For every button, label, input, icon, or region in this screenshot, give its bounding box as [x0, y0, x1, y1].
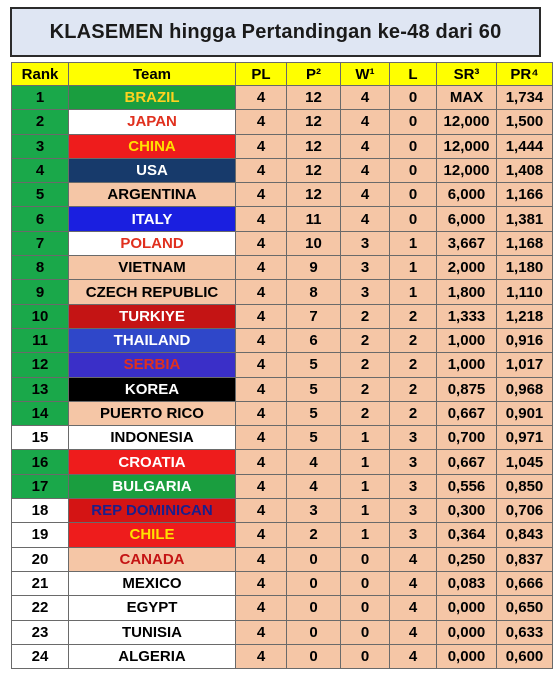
- point-ratio-cell: 1,017: [497, 353, 553, 377]
- rank-cell: 2: [12, 110, 69, 134]
- points-cell: 6: [287, 328, 341, 352]
- team-name-cell: ALGERIA: [69, 644, 236, 668]
- set-ratio-cell: MAX: [437, 86, 497, 110]
- points-cell: 4: [287, 450, 341, 474]
- table-row: [12, 620, 553, 644]
- point-ratio-cell: 1,168: [497, 231, 553, 255]
- losses-cell: 3: [390, 450, 437, 474]
- team-name-cell: ITALY: [69, 207, 236, 231]
- point-ratio-cell: 1,381: [497, 207, 553, 231]
- wins-cell: 3: [341, 256, 390, 280]
- table-row: [12, 571, 553, 595]
- set-ratio-cell: 0,364: [437, 523, 497, 547]
- rank-cell: 6: [12, 207, 69, 231]
- losses-cell: 1: [390, 256, 437, 280]
- played-cell: 4: [236, 353, 287, 377]
- losses-cell: 0: [390, 86, 437, 110]
- wins-cell: 2: [341, 328, 390, 352]
- set-ratio-cell: 1,000: [437, 353, 497, 377]
- team-name-cell: REP DOMINICAN: [69, 499, 236, 523]
- wins-cell: 0: [341, 644, 390, 668]
- point-ratio-cell: 1,110: [497, 280, 553, 304]
- point-ratio-cell: 1,500: [497, 110, 553, 134]
- points-cell: 9: [287, 256, 341, 280]
- rank-cell: 23: [12, 620, 69, 644]
- page-title: KLASEMEN hingga Pertandingan ke-48 dari 60: [49, 20, 502, 43]
- point-ratio-cell: 0,916: [497, 328, 553, 352]
- wins-cell: 2: [341, 353, 390, 377]
- wins-cell: 0: [341, 571, 390, 595]
- point-ratio-cell: 0,901: [497, 401, 553, 425]
- team-name-cell: CHINA: [69, 134, 236, 158]
- table-row: [12, 450, 553, 474]
- wins-cell: 1: [341, 523, 390, 547]
- table-row: [12, 231, 553, 255]
- team-name-cell: CHILE: [69, 523, 236, 547]
- point-ratio-cell: 0,850: [497, 474, 553, 498]
- wins-cell: 1: [341, 426, 390, 450]
- wins-cell: 4: [341, 134, 390, 158]
- team-name-cell: JAPAN: [69, 110, 236, 134]
- point-ratio-cell: 0,971: [497, 426, 553, 450]
- points-cell: 11: [287, 207, 341, 231]
- title-banner: [10, 7, 541, 57]
- team-name-cell: THAILAND: [69, 328, 236, 352]
- team-name-cell: TUNISIA: [69, 620, 236, 644]
- point-ratio-cell: 0,968: [497, 377, 553, 401]
- rank-cell: 13: [12, 377, 69, 401]
- team-name-cell: EGYPT: [69, 596, 236, 620]
- table-row: [12, 401, 553, 425]
- rank-cell: 4: [12, 158, 69, 182]
- table-row: [12, 499, 553, 523]
- losses-cell: 2: [390, 328, 437, 352]
- rank-cell: 18: [12, 499, 69, 523]
- point-ratio-cell: 1,444: [497, 134, 553, 158]
- set-ratio-cell: 1,000: [437, 328, 497, 352]
- header-row: [12, 63, 553, 86]
- losses-cell: 0: [390, 183, 437, 207]
- table-header: [12, 63, 553, 86]
- wins-cell: 2: [341, 401, 390, 425]
- table-row: [12, 256, 553, 280]
- rank-cell: 8: [12, 256, 69, 280]
- set-ratio-cell: 0,000: [437, 644, 497, 668]
- wins-cell: 2: [341, 304, 390, 328]
- table-row: [12, 134, 553, 158]
- wins-cell: 0: [341, 547, 390, 571]
- header-played: PL: [236, 63, 287, 86]
- point-ratio-cell: 0,650: [497, 596, 553, 620]
- team-name-cell: CZECH REPUBLIC: [69, 280, 236, 304]
- wins-cell: 1: [341, 499, 390, 523]
- played-cell: 4: [236, 426, 287, 450]
- rank-cell: 9: [12, 280, 69, 304]
- points-cell: 0: [287, 620, 341, 644]
- set-ratio-cell: 0,556: [437, 474, 497, 498]
- points-cell: 5: [287, 426, 341, 450]
- point-ratio-cell: 0,837: [497, 547, 553, 571]
- played-cell: 4: [236, 207, 287, 231]
- wins-cell: 1: [341, 474, 390, 498]
- header-points: P²: [287, 63, 341, 86]
- table-row: [12, 426, 553, 450]
- losses-cell: 3: [390, 426, 437, 450]
- table-row: [12, 523, 553, 547]
- set-ratio-cell: 12,000: [437, 110, 497, 134]
- points-cell: 12: [287, 158, 341, 182]
- standings-table: [11, 62, 553, 669]
- points-cell: 10: [287, 231, 341, 255]
- points-cell: 5: [287, 377, 341, 401]
- table-row: [12, 207, 553, 231]
- point-ratio-cell: 0,666: [497, 571, 553, 595]
- set-ratio-cell: 0,083: [437, 571, 497, 595]
- wins-cell: 4: [341, 110, 390, 134]
- wins-cell: 3: [341, 280, 390, 304]
- point-ratio-cell: 0,706: [497, 499, 553, 523]
- played-cell: 4: [236, 499, 287, 523]
- rank-cell: 5: [12, 183, 69, 207]
- losses-cell: 2: [390, 377, 437, 401]
- played-cell: 4: [236, 280, 287, 304]
- header-set-ratio: SR³: [437, 63, 497, 86]
- rank-cell: 19: [12, 523, 69, 547]
- set-ratio-cell: 0,000: [437, 596, 497, 620]
- set-ratio-cell: 2,000: [437, 256, 497, 280]
- team-name-cell: KOREA: [69, 377, 236, 401]
- point-ratio-cell: 1,734: [497, 86, 553, 110]
- played-cell: 4: [236, 620, 287, 644]
- set-ratio-cell: 1,800: [437, 280, 497, 304]
- losses-cell: 4: [390, 596, 437, 620]
- header-point-ratio: PR⁴: [497, 63, 553, 86]
- rank-cell: 1: [12, 86, 69, 110]
- rank-cell: 15: [12, 426, 69, 450]
- rank-cell: 16: [12, 450, 69, 474]
- wins-cell: 1: [341, 450, 390, 474]
- header-wins: W¹: [341, 63, 390, 86]
- played-cell: 4: [236, 547, 287, 571]
- losses-cell: 4: [390, 571, 437, 595]
- team-name-cell: BRAZIL: [69, 86, 236, 110]
- points-cell: 5: [287, 353, 341, 377]
- wins-cell: 0: [341, 596, 390, 620]
- table-row: [12, 596, 553, 620]
- team-name-cell: SERBIA: [69, 353, 236, 377]
- losses-cell: 1: [390, 231, 437, 255]
- rank-cell: 24: [12, 644, 69, 668]
- set-ratio-cell: 0,875: [437, 377, 497, 401]
- played-cell: 4: [236, 304, 287, 328]
- points-cell: 2: [287, 523, 341, 547]
- played-cell: 4: [236, 450, 287, 474]
- rank-cell: 10: [12, 304, 69, 328]
- played-cell: 4: [236, 596, 287, 620]
- point-ratio-cell: 0,633: [497, 620, 553, 644]
- losses-cell: 3: [390, 499, 437, 523]
- losses-cell: 0: [390, 134, 437, 158]
- played-cell: 4: [236, 523, 287, 547]
- table-row: [12, 183, 553, 207]
- header-losses: L: [390, 63, 437, 86]
- played-cell: 4: [236, 474, 287, 498]
- table-row: [12, 86, 553, 110]
- played-cell: 4: [236, 231, 287, 255]
- set-ratio-cell: 12,000: [437, 134, 497, 158]
- point-ratio-cell: 1,408: [497, 158, 553, 182]
- rank-cell: 11: [12, 328, 69, 352]
- rank-cell: 17: [12, 474, 69, 498]
- played-cell: 4: [236, 183, 287, 207]
- wins-cell: 0: [341, 620, 390, 644]
- rank-cell: 14: [12, 401, 69, 425]
- played-cell: 4: [236, 134, 287, 158]
- losses-cell: 2: [390, 353, 437, 377]
- played-cell: 4: [236, 377, 287, 401]
- points-cell: 0: [287, 644, 341, 668]
- set-ratio-cell: 3,667: [437, 231, 497, 255]
- losses-cell: 4: [390, 644, 437, 668]
- rank-cell: 7: [12, 231, 69, 255]
- team-name-cell: TURKIYE: [69, 304, 236, 328]
- set-ratio-cell: 6,000: [437, 183, 497, 207]
- wins-cell: 2: [341, 377, 390, 401]
- wins-cell: 4: [341, 158, 390, 182]
- played-cell: 4: [236, 401, 287, 425]
- wins-cell: 4: [341, 86, 390, 110]
- set-ratio-cell: 0,667: [437, 450, 497, 474]
- played-cell: 4: [236, 110, 287, 134]
- rank-cell: 12: [12, 353, 69, 377]
- team-name-cell: CROATIA: [69, 450, 236, 474]
- rank-cell: 22: [12, 596, 69, 620]
- team-name-cell: POLAND: [69, 231, 236, 255]
- losses-cell: 4: [390, 620, 437, 644]
- point-ratio-cell: 1,180: [497, 256, 553, 280]
- header-rank: Rank: [12, 63, 69, 86]
- set-ratio-cell: 12,000: [437, 158, 497, 182]
- table-row: [12, 158, 553, 182]
- losses-cell: 4: [390, 547, 437, 571]
- points-cell: 8: [287, 280, 341, 304]
- points-cell: 0: [287, 547, 341, 571]
- played-cell: 4: [236, 644, 287, 668]
- wins-cell: 4: [341, 183, 390, 207]
- losses-cell: 0: [390, 158, 437, 182]
- header-team: Team: [69, 63, 236, 86]
- losses-cell: 1: [390, 280, 437, 304]
- losses-cell: 2: [390, 401, 437, 425]
- played-cell: 4: [236, 256, 287, 280]
- table-row: [12, 547, 553, 571]
- point-ratio-cell: 1,166: [497, 183, 553, 207]
- team-name-cell: BULGARIA: [69, 474, 236, 498]
- set-ratio-cell: 0,000: [437, 620, 497, 644]
- table-row: [12, 377, 553, 401]
- points-cell: 12: [287, 86, 341, 110]
- played-cell: 4: [236, 86, 287, 110]
- points-cell: 12: [287, 183, 341, 207]
- rank-cell: 3: [12, 134, 69, 158]
- point-ratio-cell: 0,600: [497, 644, 553, 668]
- point-ratio-cell: 1,045: [497, 450, 553, 474]
- rank-cell: 21: [12, 571, 69, 595]
- losses-cell: 0: [390, 110, 437, 134]
- table-row: [12, 304, 553, 328]
- team-name-cell: CANADA: [69, 547, 236, 571]
- points-cell: 12: [287, 110, 341, 134]
- team-name-cell: INDONESIA: [69, 426, 236, 450]
- team-name-cell: ARGENTINA: [69, 183, 236, 207]
- set-ratio-cell: 6,000: [437, 207, 497, 231]
- table-row: [12, 110, 553, 134]
- table-row: [12, 353, 553, 377]
- losses-cell: 3: [390, 523, 437, 547]
- point-ratio-cell: 1,218: [497, 304, 553, 328]
- set-ratio-cell: 0,700: [437, 426, 497, 450]
- points-cell: 4: [287, 474, 341, 498]
- set-ratio-cell: 0,300: [437, 499, 497, 523]
- points-cell: 0: [287, 596, 341, 620]
- team-name-cell: MEXICO: [69, 571, 236, 595]
- wins-cell: 4: [341, 207, 390, 231]
- point-ratio-cell: 0,843: [497, 523, 553, 547]
- points-cell: 3: [287, 499, 341, 523]
- set-ratio-cell: 0,667: [437, 401, 497, 425]
- table-row: [12, 280, 553, 304]
- points-cell: 12: [287, 134, 341, 158]
- played-cell: 4: [236, 158, 287, 182]
- played-cell: 4: [236, 571, 287, 595]
- table-row: [12, 644, 553, 668]
- table-row: [12, 474, 553, 498]
- table-row: [12, 328, 553, 352]
- set-ratio-cell: 1,333: [437, 304, 497, 328]
- team-name-cell: PUERTO RICO: [69, 401, 236, 425]
- played-cell: 4: [236, 328, 287, 352]
- team-name-cell: USA: [69, 158, 236, 182]
- table-body: [12, 86, 553, 669]
- set-ratio-cell: 0,250: [437, 547, 497, 571]
- team-name-cell: VIETNAM: [69, 256, 236, 280]
- points-cell: 0: [287, 571, 341, 595]
- rank-cell: 20: [12, 547, 69, 571]
- losses-cell: 0: [390, 207, 437, 231]
- losses-cell: 3: [390, 474, 437, 498]
- points-cell: 5: [287, 401, 341, 425]
- wins-cell: 3: [341, 231, 390, 255]
- points-cell: 7: [287, 304, 341, 328]
- losses-cell: 2: [390, 304, 437, 328]
